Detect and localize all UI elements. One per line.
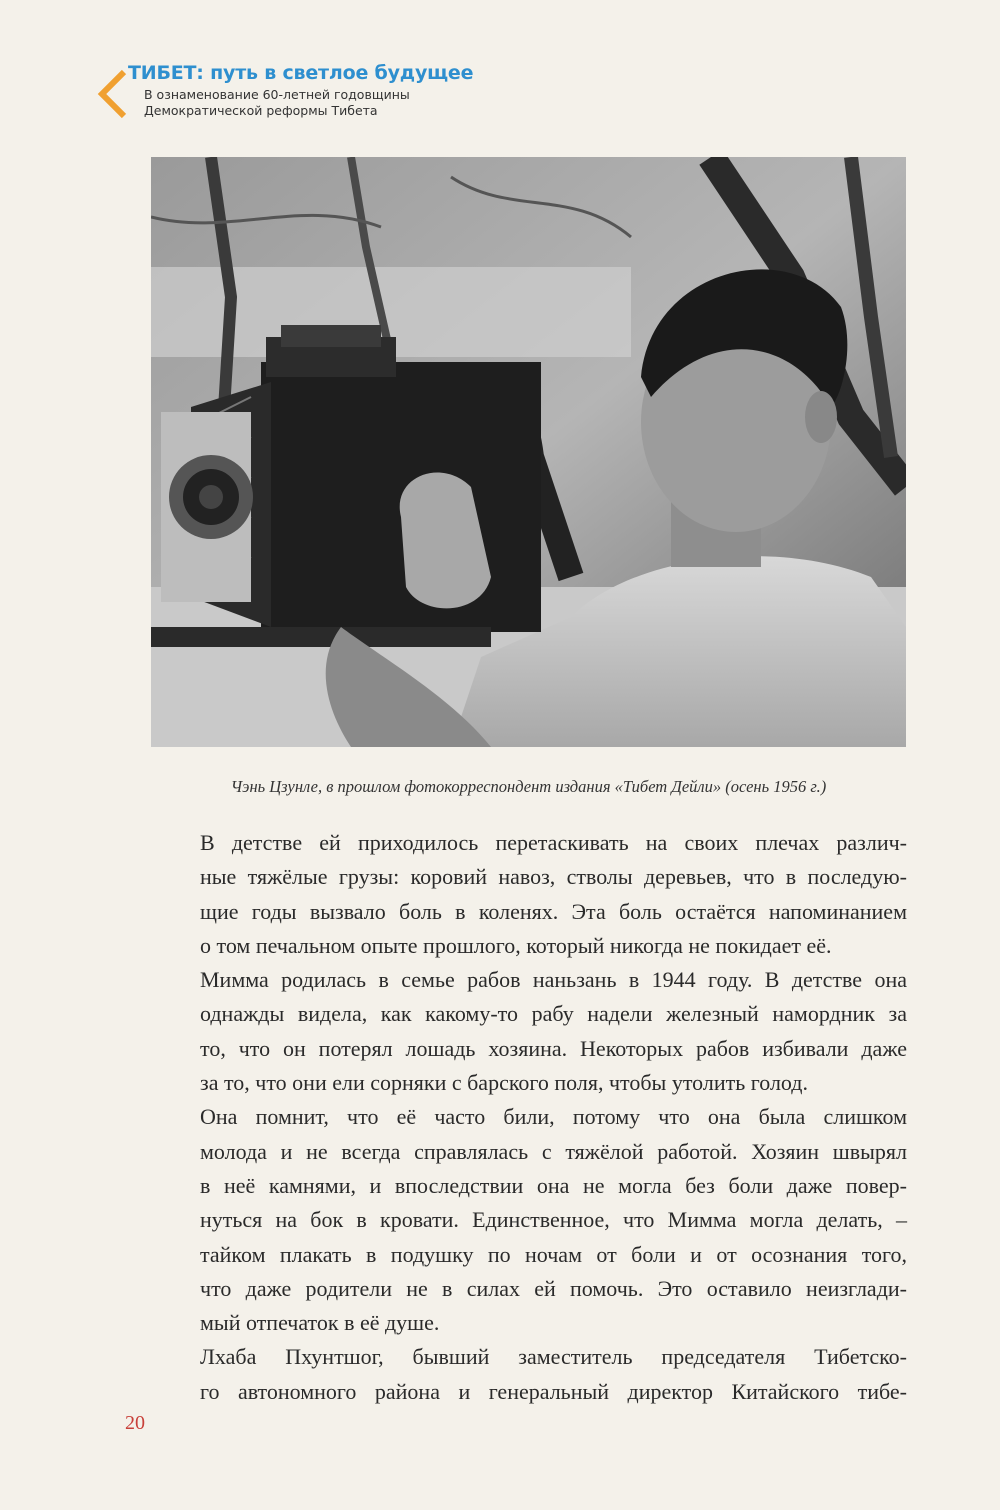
text-line: о том печальном опыте прошлого, который никогда не покидает её. [200, 932, 832, 958]
text-line: за то, что они ели сорняки с барского поля, чтобы утолить голод. [200, 1070, 808, 1096]
text-line: щие годы вызвало боль в коленях. Эта боль остаётся напоминанием [200, 898, 907, 924]
text-line: в неё камнями, и впоследствии она не могла без боли даже повер- [200, 1172, 907, 1198]
text-line: нуться на бок в кровати. Единственное, что Мимма могла делать, – [200, 1207, 907, 1233]
book-title: ТИБЕТ: путь в светлое будущее [128, 62, 474, 84]
text-line: ные тяжёлые грузы: коровий навоз, стволы деревьев, что в последую- [200, 864, 907, 890]
text-line: Мимма родилась в семье рабов наньзань в 1944 году. В детстве она [200, 967, 907, 993]
paragraph [157, 963, 907, 1100]
body-text [157, 826, 907, 1409]
running-header [94, 62, 514, 122]
book-subtitle-line-2: Демократической реформы Тибета [144, 103, 378, 118]
text-line: В детстве ей приходилось перетаскивать на своих плечах различ- [200, 830, 907, 855]
text-line: Она помнит, что её часто били, потому что она была слишком [200, 1104, 907, 1130]
text-line: то, что он потерял лошадь хозяина. Некоторых рабов избивали даже [200, 1035, 907, 1061]
text-line: Лхаба Пхунтшог, бывший заместитель председателя Тибетско- [200, 1344, 907, 1370]
photograph [151, 157, 906, 747]
text-line: мый отпечаток в её душе. [200, 1310, 440, 1336]
text-line: тайком плакать в подушку по ночам от боли и от осознания того, [200, 1241, 907, 1267]
photographer-with-camera-image [151, 157, 906, 747]
photo-caption: Чэнь Цзунле, в прошлом фотокорреспондент издания «Тибет Дейли» (осень 1956 г.) [230, 776, 827, 796]
text-line: однажды видела, как какому-то рабу надели железный намордник за [200, 1001, 907, 1027]
paragraph [157, 1340, 907, 1409]
text-line: что даже родители не в силах ей помочь. Это оставило неизглади- [200, 1275, 907, 1301]
text-line: го автономного района и генеральный директор Китайского тибе- [200, 1378, 907, 1404]
paragraph [157, 826, 907, 963]
paragraph [157, 1100, 907, 1340]
book-subtitle-line-1: В ознаменование 60-летней годовщины [144, 87, 410, 102]
page-number: 20 [125, 1412, 145, 1434]
text-line: молода и не всегда справлялась с тяжёлой работой. Хозяин швырял [200, 1138, 907, 1164]
